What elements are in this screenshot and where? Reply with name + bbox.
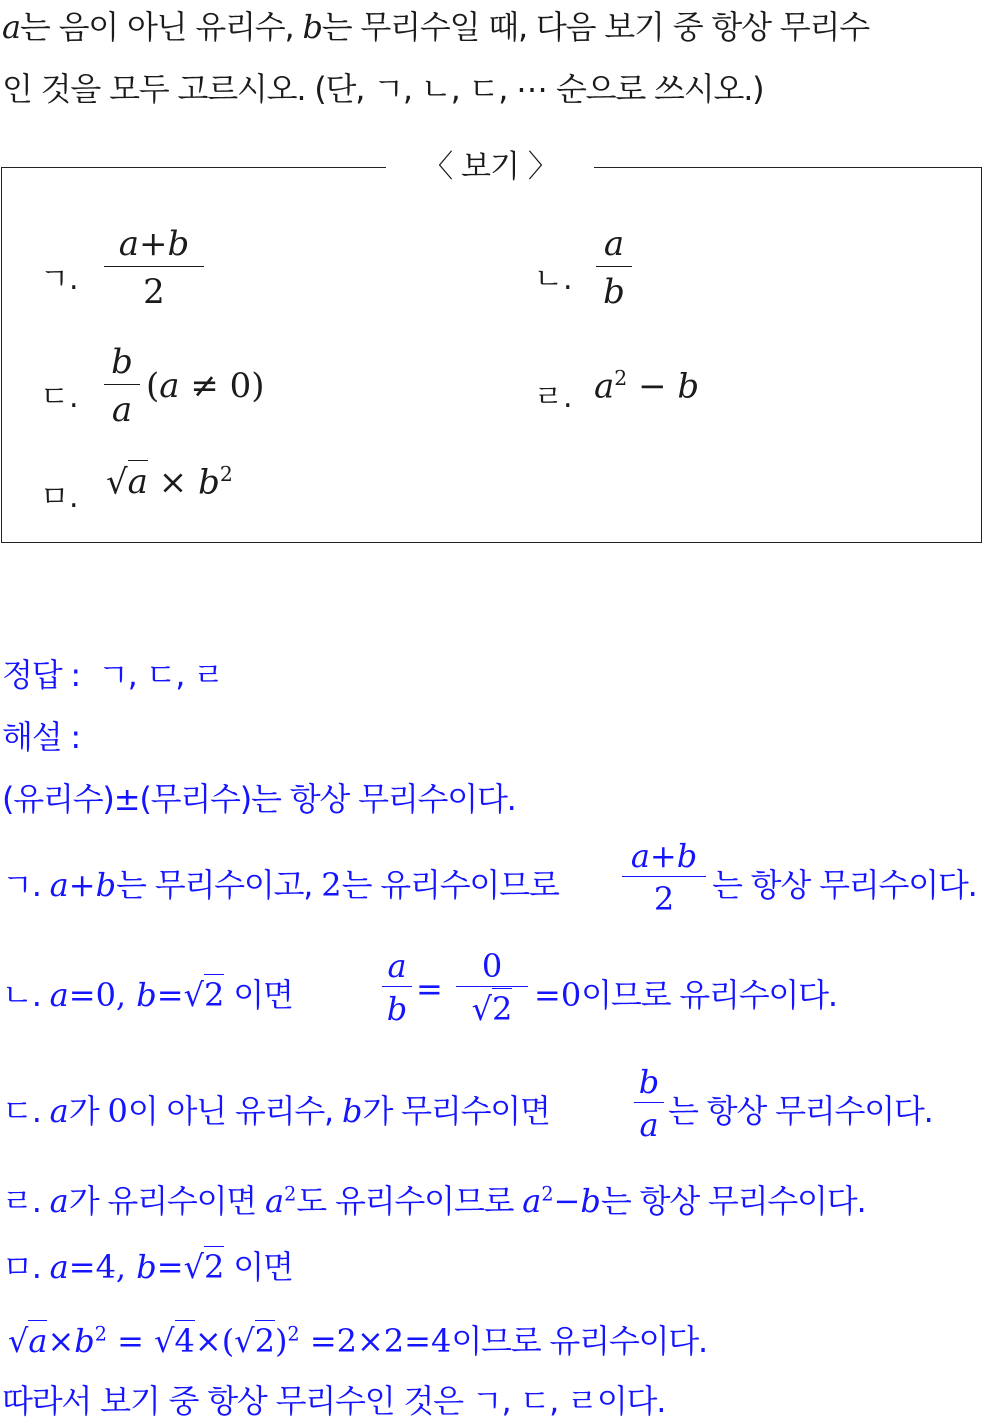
choice-g-fraction bbox=[104, 222, 204, 317]
answer-line bbox=[2, 650, 223, 696]
choice-n-numerator: a bbox=[603, 224, 625, 264]
choice-r-label: ㄹ. bbox=[534, 380, 573, 415]
question-line-2: 인 것을 모두 고르시오. (단, ㄱ, ㄴ, ㄷ, ⋯ 순으로 쓰시오.) bbox=[2, 70, 764, 108]
solution-n-text2: 이므로 유리수이다. bbox=[581, 976, 837, 1014]
solution-r-label: ㄹ. bbox=[2, 1182, 41, 1220]
var-b: b bbox=[302, 8, 322, 46]
solution-d-text2: 이 아닌 유리수, bbox=[127, 1092, 334, 1130]
solution-g-text1: 는 무리수이고, bbox=[116, 866, 313, 904]
choice-n-label: ㄴ. bbox=[534, 262, 573, 297]
choice-g-numerator: a+b bbox=[118, 224, 190, 264]
choice-r-expression: $a^2 - b$ bbox=[594, 366, 700, 407]
solution-r-text1: 가 유리수이면 bbox=[68, 1182, 256, 1220]
solution-n-text1: 이면 bbox=[233, 976, 293, 1014]
solution-n-label: ㄴ. bbox=[2, 976, 41, 1014]
question-line-1-rest: 는 무리수일 때, 다음 보기 중 항상 무리수 bbox=[321, 8, 869, 46]
choice-g-label: ㄱ. bbox=[40, 262, 79, 297]
choice-d-condition: (a ≠ 0) bbox=[146, 366, 265, 406]
solution-r-text3: 는 항상 무리수이다. bbox=[600, 1182, 866, 1220]
question-line-1 bbox=[2, 2, 869, 48]
solution-d-text3: 가 무리수이면 bbox=[362, 1092, 550, 1130]
solution-conclusion: 따라서 보기 중 항상 무리수인 것은 ㄱ, ㄷ, ㄹ이다. bbox=[2, 1382, 666, 1420]
solution-g-label: ㄱ. bbox=[2, 866, 41, 904]
choice-m-expression: $√a \times b^2$ bbox=[106, 462, 233, 503]
solution-d-fraction: b a bbox=[634, 1062, 664, 1147]
solution-m-line: ㅁ. a=4, b=√2 이면 bbox=[2, 1248, 293, 1286]
choice-d-label: ㄷ. bbox=[40, 380, 79, 415]
equals-sign: = bbox=[416, 970, 442, 1008]
choice-d-numerator: b bbox=[111, 342, 133, 382]
var-a: a bbox=[2, 8, 20, 46]
question-line-1-text: 는 음이 아닌 유리수, bbox=[19, 8, 303, 46]
solution-intro: (유리수)±(무리수)는 항상 무리수이다. bbox=[2, 780, 516, 818]
answer-value: ㄱ, ㄷ, ㄹ bbox=[97, 656, 223, 694]
solution-r-line: ㄹ. a가 유리수이면 $a^2$도 유리수이므로 $a^2-b$는 항상 무리수이다. bbox=[2, 1182, 866, 1220]
solution-n-line: ㄴ. a=0, b=√2 이면 bbox=[2, 976, 293, 1014]
solution-r-text2: 도 유리수이므로 bbox=[296, 1182, 514, 1220]
solution-m-text2: 이므로 유리수이다. bbox=[451, 1322, 707, 1360]
solution-n-result: =0이므로 유리수이다. bbox=[534, 976, 837, 1014]
choice-d-fraction bbox=[104, 340, 140, 435]
solution-heading: 해설 : bbox=[2, 718, 80, 756]
solution-n-fraction-0: 0 √2 bbox=[456, 946, 528, 1031]
solution-g-text2: 는 유리수이므로 bbox=[341, 866, 559, 904]
solution-d-label: ㄷ. bbox=[2, 1092, 41, 1130]
solution-d-text4: 는 항상 무리수이다. bbox=[668, 1092, 933, 1130]
solution-m-calc: $√a\times b^2 = √4\times(√2)^2 =2\times 2=4$이므로 유리수이다. bbox=[8, 1322, 707, 1360]
answer-heading: 정답 : bbox=[2, 656, 80, 694]
choice-n-fraction bbox=[596, 222, 632, 317]
solution-g-text3: 는 항상 무리수이다. bbox=[712, 866, 977, 904]
solution-g-fraction: a+b 2 bbox=[622, 836, 706, 921]
solution-m-label: ㅁ. bbox=[2, 1248, 41, 1286]
solution-d-line: ㄷ. a가 0이 아닌 유리수, b가 무리수이면 bbox=[2, 1092, 550, 1130]
choice-n-denominator: b bbox=[603, 272, 625, 312]
solution-g-line: ㄱ. a+b는 무리수이고, 2는 유리수이므로 bbox=[2, 866, 559, 904]
solution-m-text1: 이면 bbox=[233, 1248, 293, 1286]
solution-d-text1: 가 bbox=[68, 1092, 99, 1130]
choice-g-denominator: 2 bbox=[143, 272, 165, 312]
choice-d-denominator: a bbox=[111, 390, 133, 430]
choices-box-title: 〈 보기 〉 bbox=[386, 142, 594, 192]
choice-m-label: ㅁ. bbox=[40, 480, 79, 515]
solution-n-fraction-ab: a b bbox=[382, 946, 412, 1031]
